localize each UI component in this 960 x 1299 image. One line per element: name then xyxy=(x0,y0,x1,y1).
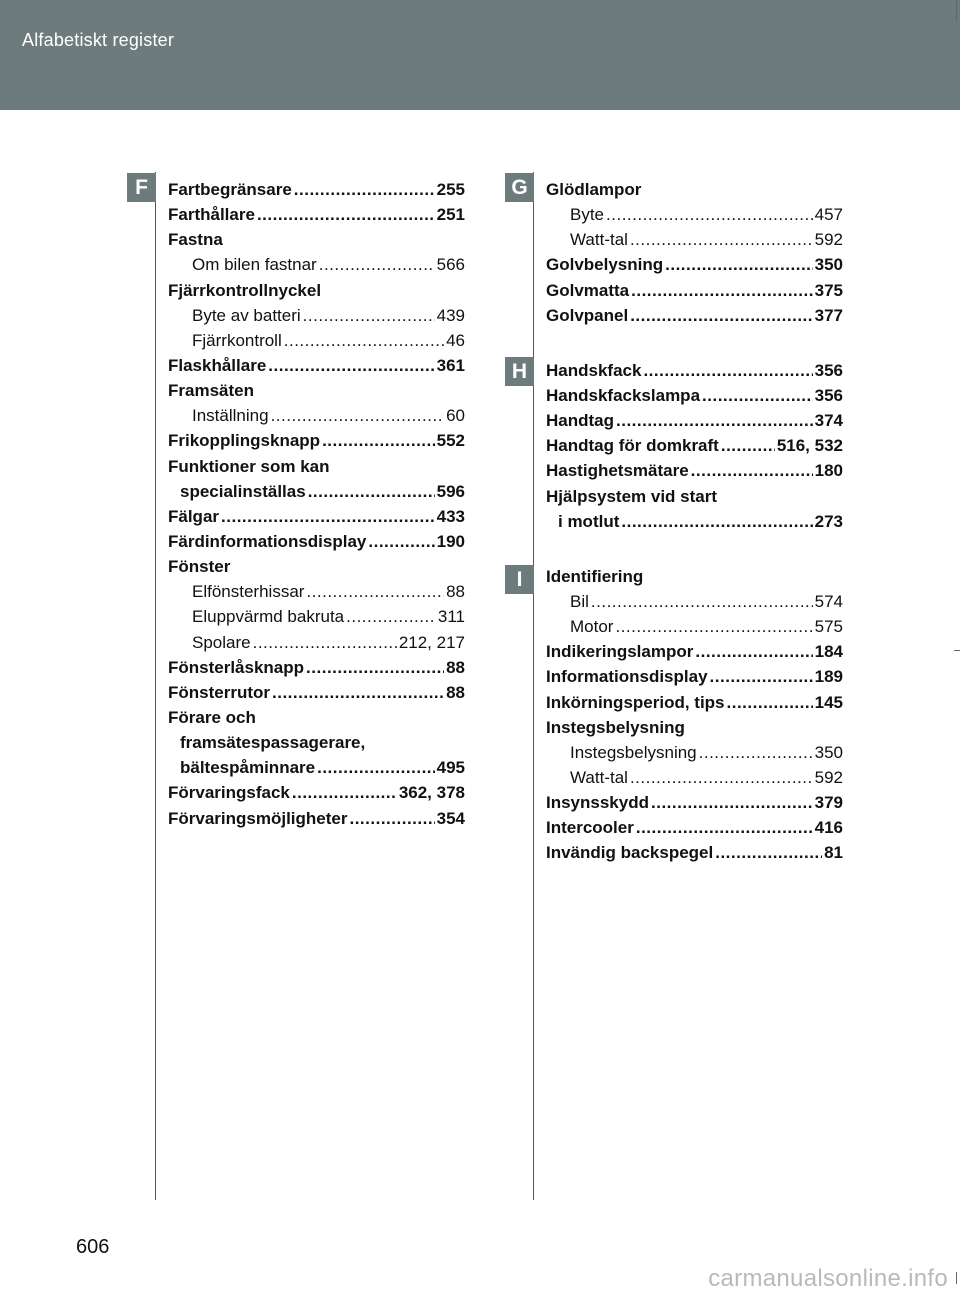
dot-leader xyxy=(306,582,444,602)
index-entry-text: Glödlampor xyxy=(546,180,642,199)
index-entry-page: 60 xyxy=(446,406,465,426)
index-entry xyxy=(168,532,465,557)
index-entry xyxy=(168,255,465,280)
index-entry xyxy=(168,557,465,582)
dot-leader xyxy=(317,758,435,778)
index-entry-page: 592 xyxy=(814,767,843,787)
section-h-list xyxy=(546,361,843,537)
dot-leader xyxy=(319,255,435,275)
crop-mark-bottom xyxy=(956,1272,957,1284)
index-entry xyxy=(168,582,465,607)
index-entry xyxy=(546,306,843,331)
index-entry-text: Informationsdisplay xyxy=(546,667,708,687)
dot-leader xyxy=(636,818,813,838)
index-entry xyxy=(168,306,465,331)
index-entry-text: Fjärrkontroll xyxy=(192,330,282,350)
index-entry-text: Handskfack xyxy=(546,360,642,380)
index-entry xyxy=(546,281,843,306)
index-entry xyxy=(546,718,843,743)
index-entry xyxy=(168,431,465,456)
index-entry-text: Fönster xyxy=(168,557,231,577)
letter-tab-h: H xyxy=(505,357,534,386)
index-entry-text: Inställning xyxy=(192,406,269,426)
index-entry-text: bältespåminnare xyxy=(180,758,316,778)
index-entry-text: Instegsbelysning xyxy=(546,717,685,737)
index-entry xyxy=(168,708,465,733)
dot-leader xyxy=(665,255,812,275)
dot-leader xyxy=(292,783,397,803)
index-entry xyxy=(546,361,843,386)
index-column-right xyxy=(546,180,843,869)
index-entry-text: Frikopplingsknapp xyxy=(168,431,321,451)
dot-leader xyxy=(308,482,435,502)
index-entry-page: 356 xyxy=(814,385,843,405)
dot-leader xyxy=(630,230,813,250)
index-entry xyxy=(546,386,843,411)
index-entry xyxy=(168,230,465,255)
index-entry-text: Hjälpsystem vid start xyxy=(546,486,718,506)
index-entry-text: Byte xyxy=(570,205,605,225)
section-gap xyxy=(546,537,843,567)
index-entry-text: Farthållare xyxy=(168,205,255,225)
index-entry-text: specialinställas xyxy=(180,481,306,501)
dot-leader xyxy=(630,306,812,326)
index-entry-text: Fönsterrutor xyxy=(168,682,270,702)
index-entry-text: Förare och xyxy=(168,707,256,727)
index-entry-page: 88 xyxy=(446,582,465,602)
index-entry xyxy=(546,617,843,642)
index-entry xyxy=(546,255,843,280)
dot-leader xyxy=(303,306,435,326)
index-entry-text: Bil xyxy=(570,591,589,611)
dot-leader xyxy=(591,592,813,612)
index-entry-text: i motlut xyxy=(558,511,620,531)
index-entry xyxy=(168,457,465,482)
index-entry-text: Inkörningsperiod, tips xyxy=(546,692,725,712)
index-entry-page: 439 xyxy=(436,305,465,325)
dot-leader xyxy=(268,356,434,376)
section-i-list xyxy=(546,567,843,869)
index-entry-text: Fjärrkontrollnyckel xyxy=(168,280,322,300)
dot-leader xyxy=(294,180,435,200)
index-entry xyxy=(546,180,843,205)
index-entry-text: Flaskhållare xyxy=(168,355,267,375)
letter-tab-g: G xyxy=(505,173,534,202)
index-entry-text: Elfönsterhissar xyxy=(192,582,305,602)
index-entry-page: 495 xyxy=(436,758,465,778)
index-entry xyxy=(546,567,843,592)
index-entry-text: Fartbegränsare xyxy=(168,180,292,199)
right-column-rule xyxy=(533,172,534,1200)
index-entry xyxy=(546,411,843,436)
index-entry-page: 189 xyxy=(814,667,843,687)
index-entry xyxy=(546,230,843,255)
index-entry-page: 416 xyxy=(814,818,843,838)
section-gap xyxy=(546,331,843,361)
index-entry xyxy=(546,743,843,768)
letter-tab-f: F xyxy=(127,173,156,202)
index-entry xyxy=(168,658,465,683)
index-entry-page: 81 xyxy=(824,843,843,863)
index-entry xyxy=(168,205,465,230)
dot-leader xyxy=(257,205,435,225)
index-entry xyxy=(168,482,465,507)
index-entry xyxy=(168,507,465,532)
section-g-list xyxy=(546,180,843,331)
index-entry-page: 354 xyxy=(436,808,465,828)
dot-leader xyxy=(630,768,813,788)
dot-leader xyxy=(606,205,813,225)
index-entry-text: Hastighetsmätare xyxy=(546,461,689,481)
watermark: carmanualsonline.info xyxy=(708,1265,948,1292)
index-entry-page: 566 xyxy=(436,255,465,275)
index-entry-text: Motor xyxy=(570,617,614,637)
index-entry-text: Golvbelysning xyxy=(546,255,664,275)
dot-leader xyxy=(702,386,813,406)
index-entry-page: 350 xyxy=(814,742,843,762)
index-entry-page: 377 xyxy=(814,305,843,325)
index-entry xyxy=(546,436,843,461)
index-entry-text: Fönsterlåsknapp xyxy=(168,657,305,677)
index-entry-text: Fälgar xyxy=(168,506,220,526)
index-entry xyxy=(546,642,843,667)
index-entry-text: Funktioner som kan xyxy=(168,456,330,476)
dot-leader xyxy=(695,642,812,662)
dot-leader xyxy=(710,667,813,687)
index-entry xyxy=(168,381,465,406)
index-entry-page: 145 xyxy=(814,692,843,712)
index-entry-text: framsätespassagerare, xyxy=(180,733,366,753)
index-entry-page: 375 xyxy=(814,280,843,300)
index-entry xyxy=(168,180,465,205)
index-entry-text: Indikeringslampor xyxy=(546,642,694,662)
index-entry xyxy=(168,356,465,381)
index-entry-page: 379 xyxy=(814,793,843,813)
index-entry-text: Fastna xyxy=(168,230,223,250)
index-entry xyxy=(546,843,843,868)
letter-tab-i: I xyxy=(505,565,534,594)
index-entry xyxy=(546,512,843,537)
dot-leader xyxy=(322,431,435,451)
dot-leader xyxy=(721,436,775,456)
index-entry xyxy=(546,793,843,818)
index-entry xyxy=(168,758,465,783)
dot-leader xyxy=(727,693,813,713)
index-entry-text: Byte av batteri xyxy=(192,305,301,325)
index-entry-text: Framsäten xyxy=(168,381,254,401)
dot-leader xyxy=(346,607,436,627)
index-entry-page: 212, 217 xyxy=(398,632,465,652)
index-entry-text: Handtag xyxy=(546,411,614,431)
index-entry-text: Watt-tal xyxy=(570,230,628,250)
index-entry-page: 190 xyxy=(436,531,465,551)
index-entry-text: Förvaringsmöjligheter xyxy=(168,808,348,828)
index-entry xyxy=(168,281,465,306)
index-entry xyxy=(168,733,465,758)
index-entry-page: 592 xyxy=(814,230,843,250)
index-entry-page: 575 xyxy=(814,617,843,637)
index-entry-text: Golvmatta xyxy=(546,280,630,300)
index-entry-text: Watt-tal xyxy=(570,767,628,787)
index-entry-text: Invändig backspegel xyxy=(546,843,714,863)
index-entry-page: 350 xyxy=(814,255,843,275)
section-f-list xyxy=(168,180,465,834)
index-entry-text: Handskfackslampa xyxy=(546,385,701,405)
page-header xyxy=(0,0,960,110)
index-entry-page: 255 xyxy=(436,180,465,199)
crop-mark-middle xyxy=(954,650,960,651)
dot-leader xyxy=(699,743,813,763)
index-entry-text: Om bilen fastnar xyxy=(192,255,317,275)
index-entry-page: 88 xyxy=(446,657,465,677)
index-entry xyxy=(168,331,465,356)
index-entry-page: 361 xyxy=(436,355,465,375)
index-entry-page: 596 xyxy=(436,481,465,501)
index-entry-text: Insynsskydd xyxy=(546,793,649,813)
index-entry xyxy=(546,487,843,512)
index-entry-text: Färdinformationsdisplay xyxy=(168,531,367,551)
index-entry-text: Eluppvärmd bakruta xyxy=(192,607,345,627)
index-entry xyxy=(546,818,843,843)
index-entry-page: 180 xyxy=(814,461,843,481)
dot-leader xyxy=(691,461,813,481)
dot-leader xyxy=(253,633,397,653)
index-entry xyxy=(168,633,465,658)
dot-leader xyxy=(272,683,444,703)
index-entry-page: 362, 378 xyxy=(398,783,465,803)
dot-leader xyxy=(271,406,445,426)
index-entry xyxy=(168,406,465,431)
index-entry xyxy=(546,667,843,692)
index-entry-page: 356 xyxy=(814,360,843,380)
index-column-left xyxy=(168,180,465,834)
left-column-rule xyxy=(155,172,156,1200)
index-entry-text: Instegsbelysning xyxy=(570,742,697,762)
index-entry-page: 457 xyxy=(814,205,843,225)
dot-leader xyxy=(651,793,813,813)
index-entry-page: 433 xyxy=(436,506,465,526)
dot-leader xyxy=(621,512,812,532)
dot-leader xyxy=(615,617,812,637)
dot-leader xyxy=(643,361,812,381)
dot-leader xyxy=(349,809,434,829)
dot-leader xyxy=(616,411,813,431)
crop-mark-top xyxy=(956,0,957,22)
index-entry-text: Spolare xyxy=(192,632,251,652)
index-entry-page: 251 xyxy=(436,205,465,225)
dot-leader xyxy=(368,532,434,552)
index-entry-page: 374 xyxy=(814,411,843,431)
index-entry-page: 552 xyxy=(436,431,465,451)
index-entry xyxy=(546,768,843,793)
header-title: Alfabetiskt register xyxy=(22,30,175,50)
index-entry xyxy=(168,607,465,632)
dot-leader xyxy=(284,331,444,351)
index-entry xyxy=(168,809,465,834)
index-entry-page: 311 xyxy=(437,607,465,627)
index-entry-page: 516, 532 xyxy=(776,436,843,456)
dot-leader xyxy=(221,507,435,527)
page-number: 606 xyxy=(76,1236,110,1258)
index-entry-page: 574 xyxy=(814,591,843,611)
index-entry-text: Identifiering xyxy=(546,566,644,586)
dot-leader xyxy=(631,281,812,301)
index-entry-text: Förvaringsfack xyxy=(168,783,290,803)
index-entry-text: Intercooler xyxy=(546,818,634,838)
dot-leader xyxy=(715,843,822,863)
dot-leader xyxy=(306,658,444,678)
index-entry xyxy=(546,693,843,718)
index-entry-text: Golvpanel xyxy=(546,305,629,325)
index-entry xyxy=(546,205,843,230)
index-entry-page: 46 xyxy=(446,330,465,350)
index-entry-text: Handtag för domkraft xyxy=(546,436,719,456)
index-entry xyxy=(546,592,843,617)
index-entry-page: 88 xyxy=(446,682,465,702)
index-entry-page: 184 xyxy=(814,642,843,662)
index-entry xyxy=(168,783,465,808)
index-entry xyxy=(168,683,465,708)
index-entry-page: 273 xyxy=(814,511,843,531)
index-entry xyxy=(546,461,843,486)
